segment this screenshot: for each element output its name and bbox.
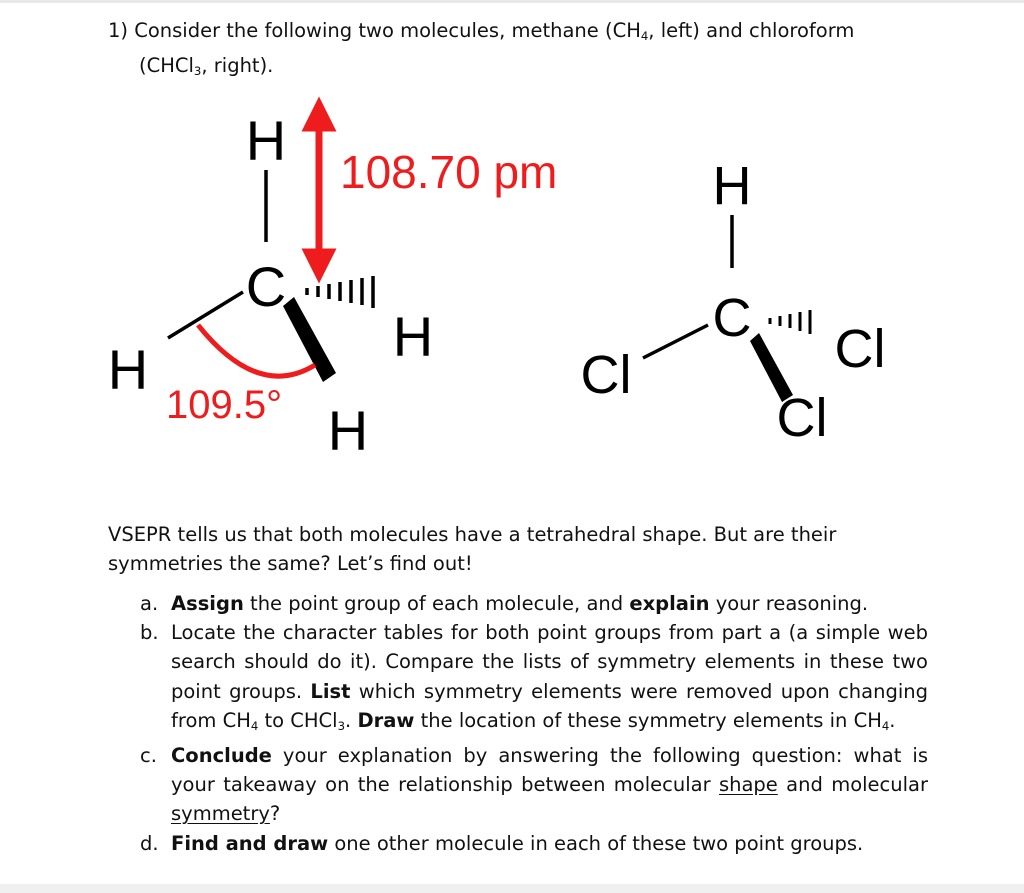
task-a-marker: a. xyxy=(140,592,159,615)
task-c: c. Conclude your explanation by answering the following question: what is your takeaway on the relationship between molecular shape and molecular symmetry? xyxy=(140,741,928,829)
intro-paragraph xyxy=(108,520,928,578)
task-c-marker: c. xyxy=(140,743,157,767)
symmetry-term: symmetry xyxy=(171,802,270,826)
methane-hash-bond xyxy=(307,276,373,308)
methane-atom-c: C xyxy=(245,255,287,318)
intro-line-1: VSEPR tells us that both molecules have a tetrahedral shape. But are their xyxy=(108,523,837,546)
chloroform-atom-left-cl: Cl xyxy=(580,345,632,405)
chloroform-molecule xyxy=(581,156,886,448)
chloroform-atom-c: C xyxy=(712,288,752,348)
methane-atom-right-h: H xyxy=(392,305,434,368)
methane-molecule xyxy=(108,109,558,462)
bond-length-label: 108.70 pm xyxy=(340,146,558,198)
methane-atom-left-h: H xyxy=(107,338,149,401)
task-b: b. Locate the character tables for both point groups from part a (a simple web search should do it). Compare the lists of symmetry elements in these two point groups. List which symmetry elements were removed upon changing from $CH_4$ to CHCl$_3$. Draw the location of these symmetry elements in $CH_4$. xyxy=(140,618,928,741)
chloroform-atom-h: H xyxy=(712,156,752,216)
chloroform-atom-bottom-cl: Cl xyxy=(776,388,828,448)
task-a: a. Assign the point group of each molecule, and explain your reasoning. xyxy=(140,589,928,618)
task-list xyxy=(140,589,928,858)
chloroform-hash-bond xyxy=(770,310,810,334)
shape-term: shape xyxy=(718,773,778,797)
task-b-marker: b. xyxy=(140,621,159,645)
chloroform-atom-right-cl: Cl xyxy=(834,319,886,379)
task-d-marker: d. xyxy=(140,831,159,855)
question-line-1: 1) Consider the following two molecules, methane ($CH_4$, left) and chloroform xyxy=(108,19,855,43)
methane-atom-bottom-h: H xyxy=(327,399,369,462)
task-d: d. Find and draw one other molecule in each of these two point groups. xyxy=(140,829,928,858)
question-line-2: (CHCl$_3$, right). xyxy=(139,53,274,78)
methane-atom-top-h: H xyxy=(245,109,287,172)
bottom-border xyxy=(0,884,1024,893)
intro-line-2: symmetries the same? Let’s find out! xyxy=(108,552,473,575)
chloroform-bond-c-cl-left xyxy=(643,325,708,358)
bond-angle-label: 109.5° xyxy=(166,383,283,427)
